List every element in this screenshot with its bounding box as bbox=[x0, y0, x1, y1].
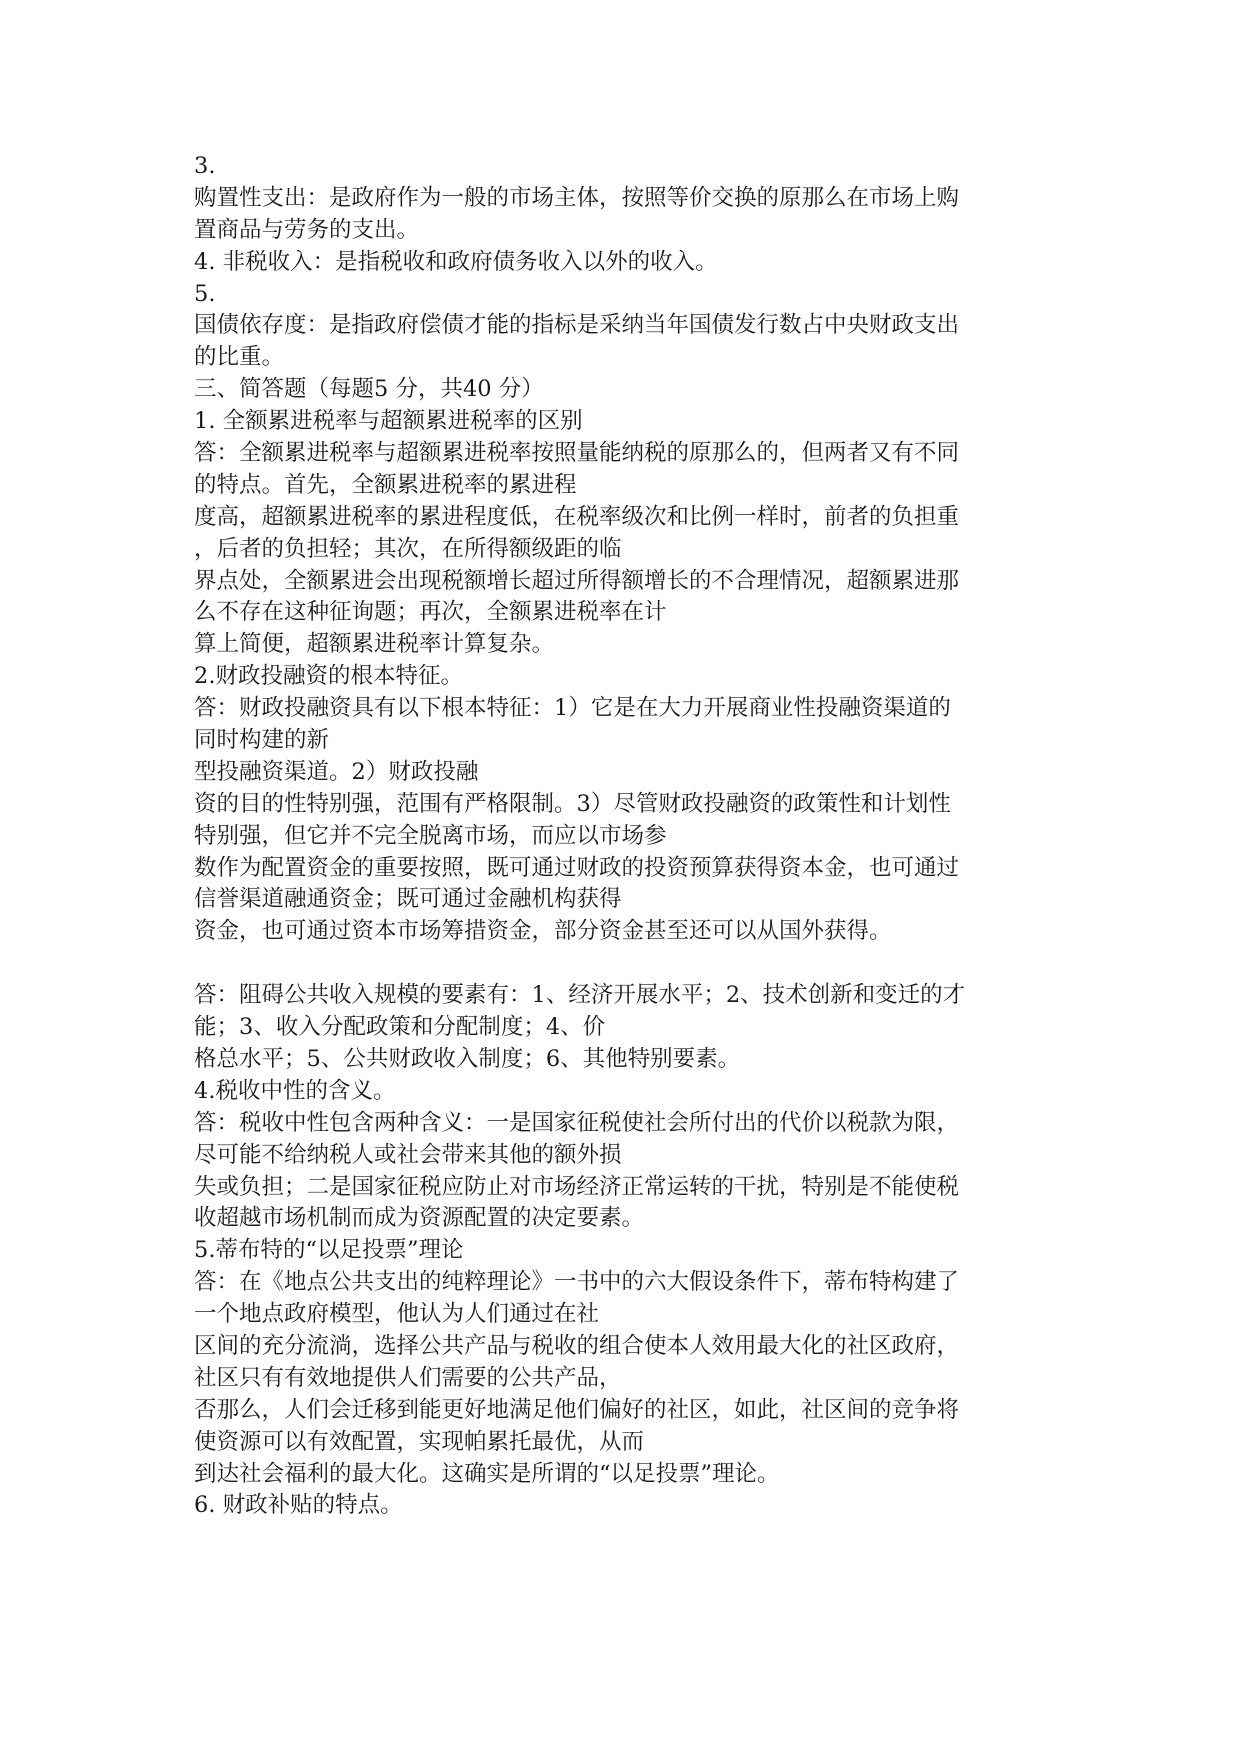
text-line: 格总水平；5、公共财政收入制度；6、其他特别要素。 bbox=[194, 1045, 741, 1072]
text-line: 么不存在这种征询题；再次，全额累进税率在计 bbox=[194, 599, 667, 626]
text-line: 收超越市场机制而成为资源配置的决定要素。 bbox=[194, 1205, 645, 1232]
text-line: 资的目的性特别强，范围有严格限制。3）尽管财政投融资的政策性和计划性 bbox=[194, 790, 951, 817]
text-line: 型投融资渠道。2）财政投融 bbox=[194, 758, 479, 785]
text-line: 区间的充分流淌，选择公共产品与税收的组合使本人效用最大化的社区政府， bbox=[194, 1332, 960, 1359]
text-line: 4. 非税收入：是指税收和政府债务收入以外的收入。 bbox=[194, 248, 718, 275]
text-line: 能；3、收入分配政策和分配制度；4、价 bbox=[194, 1014, 606, 1041]
text-line: 三、简答题（每题5 分，共40 分） bbox=[194, 376, 544, 403]
text-line: 2.财政投融资的根本特征。 bbox=[194, 663, 463, 690]
text-line: 1. 全额累进税率与超额累进税率的区别 bbox=[194, 408, 583, 435]
text-line: 6. 财政补贴的特点。 bbox=[194, 1492, 403, 1519]
text-line: 资金，也可通过资本市场筹措资金，部分资金甚至还可以从国外获得。 bbox=[194, 918, 892, 945]
text-line: 否那么，人们会迁移到能更好地满足他们偏好的社区，如此，社区间的竞争将 bbox=[194, 1396, 960, 1423]
text-line: 社区只有有效地提供人们需要的公共产品， bbox=[194, 1364, 622, 1391]
text-line: 答：全额累进税率与超额累进税率按照量能纳税的原那么的，但两者又有不同 bbox=[194, 440, 960, 467]
text-line: 使资源可以有效配置，实现帕累托最优，从而 bbox=[194, 1428, 645, 1455]
text-line: 答：在《地点公共支出的纯粹理论》一书中的六大假设条件下，蒂布特构建了 bbox=[194, 1269, 960, 1296]
text-line: 度高，超额累进税率的累进程度低，在税率级次和比例一样时，前者的负担重 bbox=[194, 503, 960, 530]
text-line: 购置性支出：是政府作为一般的市场主体，按照等价交换的原那么在市场上购 bbox=[194, 184, 960, 211]
text-line: 国债依存度：是指政府偿债才能的指标是采纳当年国债发行数占中央财政支出 bbox=[194, 312, 960, 339]
text-line: 的特点。首先，全额累进税率的累进程 bbox=[194, 471, 577, 498]
text-line: 5.蒂布特的“以足投票”理论 bbox=[194, 1237, 464, 1264]
text-line: 5. bbox=[194, 280, 216, 307]
text-line: 答：财政投融资具有以下根本特征：1）它是在大力开展商业性投融资渠道的 bbox=[194, 695, 951, 722]
text-line: 答：阻碍公共收入规模的要素有：1、经济开展水平；2、技术创新和变迁的才 bbox=[194, 982, 966, 1009]
text-line: 数作为配置资金的重要按照，既可通过财政的投资预算获得资本金，也可通过 bbox=[194, 854, 960, 881]
text-line: 3. bbox=[194, 153, 216, 179]
text-line: 算上简便，超额累进税率计算复杂。 bbox=[194, 631, 555, 658]
body-text bbox=[194, 151, 1064, 1522]
text-line: 答：税收中性包含两种含义：一是国家征税使社会所付出的代价以税款为限， bbox=[194, 1109, 960, 1136]
text-line: 的比重。 bbox=[194, 344, 285, 371]
text-line: 到达社会福利的最大化。这确实是所谓的“以足投票”理论。 bbox=[194, 1460, 780, 1487]
text-line: 信誉渠道融通资金；既可通过金融机构获得 bbox=[194, 886, 622, 913]
text-line: 置商品与劳务的支出。 bbox=[194, 216, 420, 243]
text-line: 特别强，但它并不完全脱离市场，而应以市场参 bbox=[194, 822, 667, 849]
text-line: ，后者的负担轻；其次，在所得额级距的临 bbox=[194, 535, 622, 562]
text-line: 4.税收中性的含义。 bbox=[194, 1077, 396, 1104]
text-line: 失或负担；二是国家征税应防止对市场经济正常运转的干扰，特别是不能使税 bbox=[194, 1173, 960, 1200]
text-line: 界点处，全额累进会出现税额增长超过所得额增长的不合理情况，超额累进那 bbox=[194, 567, 960, 594]
text-line: 一个地点政府模型，他认为人们通过在社 bbox=[194, 1301, 600, 1328]
blank-line bbox=[194, 948, 1064, 980]
text-line: 同时构建的新 bbox=[194, 727, 330, 754]
text-line: 尽可能不给纳税人或社会带来其他的额外损 bbox=[194, 1141, 622, 1168]
